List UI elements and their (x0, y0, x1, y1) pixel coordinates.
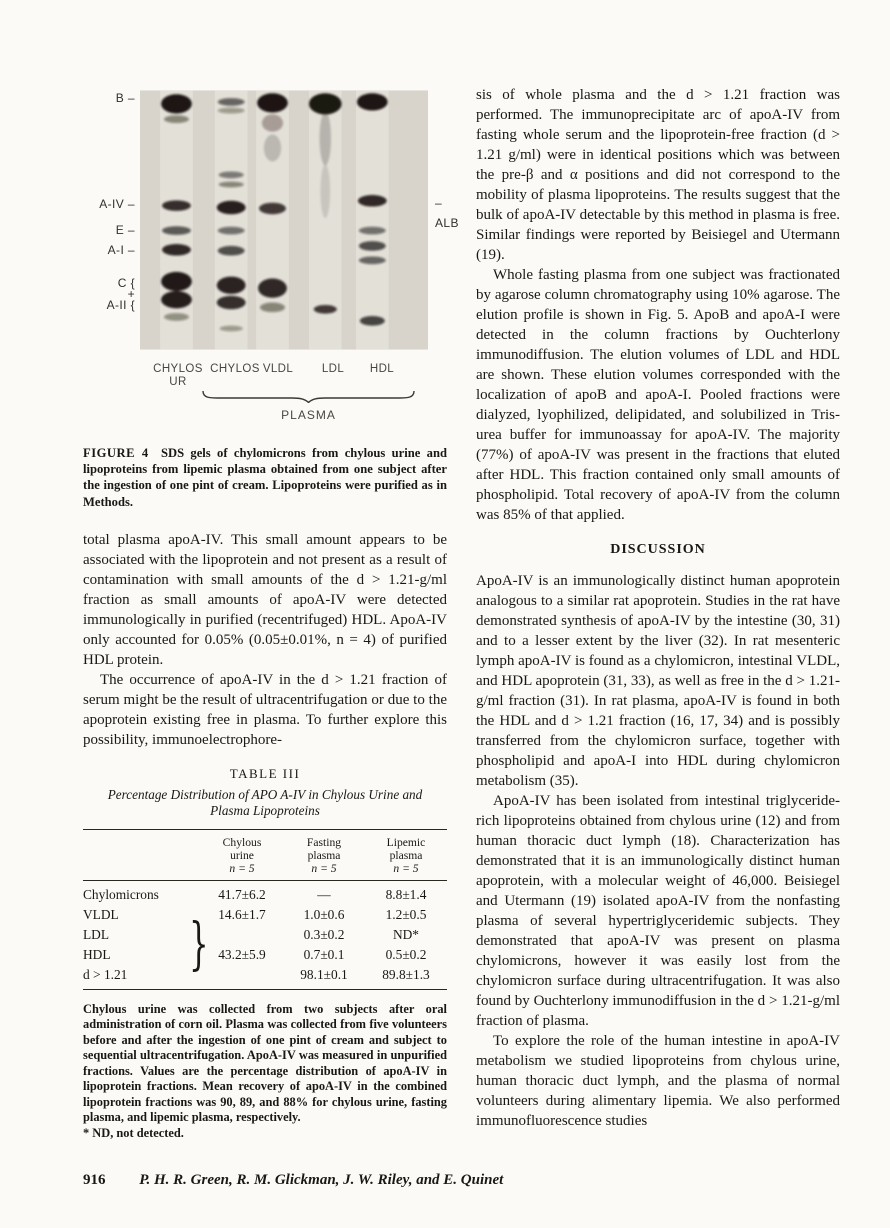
table-header-fasting-n: n = 5 (311, 861, 337, 875)
table-row (83, 965, 447, 990)
page-footer (83, 1172, 843, 1189)
figure-4-gel (83, 85, 459, 427)
table-grid-wrap (83, 829, 447, 990)
figure-caption-number: FIGURE 4 (83, 446, 149, 460)
paragraph-discussion-2: ApoA-IV has been isolated from intestinal triglyceride-rich lipoproteins obtained from chylous urine (12) and from human thoracic duct lymph (18). Characterization has demonstrated that it is an immunologically distinct human apoprotein, with a molecular weight of 46,000. Beisiegel and Utermann (19) isolated apoA-IV from the nonfasting plasma of several hypertriglyceridemic subjects. They demonstrated that apoA-IV was present on plasma chylomicrons, however it was easily lost from the chylomicron surface during ultracentrifugation. It was also found by Ouchterlony immunodiffusion in the d > 1.21-g/ml fraction of plasma. (476, 793, 840, 1029)
table-header-lipemic-l2: plasma (389, 848, 423, 862)
cell-d121-fasting: 98.1±0.1 (300, 966, 348, 982)
row-label-chylomicrons: Chylomicrons (83, 886, 159, 902)
row-label-vldl: VLDL (83, 906, 119, 922)
paragraph-discussion-1: ApoA-IV is an immunologically distinct human apoprotein analogous to a similar rat apoprotein. Studies in the rat have demonstrated synthesis of apoA-IV by the intestine (30, 31) and to a lesser extent by the liver (32). In rat mesenteric lymph apoA-IV is found as a chylomicron, intestinal VLDL, and HDL apoprotein (31, 33), as well as free in the d > 1.21-g/ml fraction (31). In rat plasma, apoA-IV is found in both the HDL and d > 1.21 fraction (16, 17, 34) and is possibly transferred from the chylomicron surface, together with phospholipid and apoA-I into HDL during chylomicron metabolism (35). (476, 573, 840, 789)
table-header-fasting-l1: Fasting (306, 835, 342, 849)
cell-vldl-fasting: 1.0±0.6 (303, 906, 345, 922)
table-row (83, 905, 447, 925)
figure-caption (83, 445, 447, 510)
gel-band-label-alb: – ALB (435, 196, 459, 230)
cell-hdl-chylous: 43.2±5.9 (218, 946, 266, 962)
gel-band-label-b: B – (115, 91, 135, 105)
gel-lane-label-ldl: LDL (321, 363, 345, 375)
paragraph-left-1: total plasma apoA-IV. This small amount appears to be associated with the lipoprotein and not present as a result of contamination with small amounts of the d > 1.21-g/ml fraction as small amounts of apoA-IV were detected immunologically in purified (recentrifuged) HDL. ApoA-IV only accounted for 0.05% (0.05±0.01%, n = 4) of purified HDL protein. (83, 531, 447, 668)
cell-chylomicrons-lipemic: 8.8±1.4 (385, 886, 427, 902)
right-column (476, 85, 840, 1131)
table-header-lipemic-l1: Lipemic (386, 835, 426, 849)
gel-band-label-a4: A-IV – (99, 197, 135, 211)
figure-caption-text: SDS gels of chylomicrons from chylous urine and lipoproteins from lipemic plasma obtained from one subject after the ingestion of one pint of cream. Lipoproteins were purified as in Methods. (83, 446, 447, 509)
paragraph-left-2: The occurrence of apoA-IV in the d > 1.21 fraction of serum might be the result of ultracentrifugation or due to the apoprotein existing free in plasma. To further explore this possibility, immunoelectrophore- (83, 671, 447, 748)
row-label-hdl: HDL (83, 946, 111, 962)
gel-band-label-a2: A-II { (106, 298, 135, 312)
table-row (83, 945, 447, 965)
cell-d121-lipemic: 89.8±1.3 (382, 966, 430, 982)
table-title-label: TABLE III (229, 765, 301, 781)
cell-vldl-chylous: 14.6±1.7 (218, 906, 266, 922)
table-header-chylous-n: n = 5 (229, 861, 255, 875)
footer-authors: P. H. R. Green, R. M. Glickman, J. W. Riley, and E. Quinet (139, 1172, 504, 1188)
table-3-grid (83, 829, 447, 990)
table-header-fasting-l2: plasma (307, 848, 341, 862)
gel-lane-label-vldl: VLDL (262, 363, 294, 375)
row-label-d121: d > 1.21 (83, 966, 128, 982)
paragraph-discussion-3: To explore the role of the human intestine in apoA-IV metabolism we studied lipoproteins from chylous urine, human thoracic duct lymph, and the plasma of normal volunteers during alimentary lipemia. We also performed immunofluorescence studies (476, 1033, 840, 1129)
gel-band-label-e: E – (115, 223, 135, 237)
cell-d121-chylous (201, 965, 283, 990)
table-3 (83, 764, 447, 1142)
cell-hdl-lipemic: 0.5±0.2 (385, 946, 427, 962)
table-row (83, 925, 447, 945)
paragraph-right-1: sis of whole plasma and the d > 1.21 fraction was performed. The immunoprecipitate arc of apoA-IV from fasting whole serum and the lipoprotein-free fraction (d > 1.21 g/ml) were in identical positions which was between the pre-β and α positions and did not correspond to the mobility of plasma lipoproteins. The results suggest that the bulk of apoA-IV detectable by this method in plasma is free. Similar findings were reported by Beisiegel and Utermann (19). (476, 87, 840, 263)
table-header-fasting (283, 829, 365, 880)
table-header-chylous-l1: Chylous (222, 835, 262, 849)
page-number: 916 (83, 1172, 106, 1188)
gel-band-label-a1: A-I – (107, 243, 135, 257)
table-footnote: Chylous urine was collected from two subjects after oral administration of corn oil. Plasma was collected from five volunteers before and after the ingestion of one pint of cream and subject to sequential ultracentrifugation. ApoA-IV was measured in unpurified fractions. Values are the percentage distribution of apoA-IV in lipoprotein fractions. Mean recovery of apoA-IV in the combined lipoprotein fractions was 90, 89, and 88% for chylous urine, fasting plasma, and lipemic plasma, respectively. (83, 1001, 447, 1125)
table-header-row (83, 829, 447, 880)
row-label-ldl: LDL (83, 926, 110, 942)
table-row (83, 880, 447, 905)
table-header-lipemic-n: n = 5 (393, 861, 419, 875)
cell-ldl-fasting: 0.3±0.2 (303, 926, 345, 942)
gel-lane-label-chylos-ur-line1: CHYLOS (153, 363, 203, 375)
gel-lane-label-chylos-ur-line2: UR (169, 376, 187, 388)
table-title: Percentage Distribution of APO A-IV in Chylous Urine and Plasma Lipoproteins (107, 786, 423, 819)
left-column (83, 85, 459, 1141)
gel-lane-label-hdl: HDL (369, 363, 395, 375)
table-header-chylous (201, 829, 283, 880)
table-row-group-brace: } (189, 911, 209, 977)
cell-ldl-lipemic: ND* (392, 926, 420, 942)
cell-ldl-chylous (201, 925, 283, 945)
plasma-label: PLASMA (281, 408, 336, 422)
cell-hdl-fasting: 0.7±0.1 (303, 946, 345, 962)
table-header-lipemic (365, 829, 447, 880)
gel-band-label-plus: + (127, 287, 135, 301)
paragraph-right-2: Whole fasting plasma from one subject was fractionated by agarose column chromatography using 10% agarose. The elution profile is shown in Fig. 5. ApoB and apoA-I were detected in the column fractions by Ouchterlony immunodiffusion. The elution volumes of LDL and HDL are shown. These elution volumes corresponded with the localization of apoB and apoA-I. Pooled fractions were dialyzed, lyophilized, delipidated, and solubilized in Tris-urea buffer for immunoassay for apoA-IV. The majority (77%) of apoA-IV was present in the fractions that eluted after HDL. This fraction contained only small amounts of phospholipid. Total recovery of apoA-IV from the column was 85% of that applied. (476, 267, 840, 523)
gel-lane-label-chylos: CHYLOS (210, 363, 260, 375)
cell-vldl-lipemic: 1.2±0.5 (385, 906, 427, 922)
table-header-chylous-l2: urine (230, 848, 254, 862)
cell-chylomicrons-fasting: — (317, 886, 331, 902)
cell-chylomicrons-chylous: 41.7±6.2 (218, 886, 266, 902)
plasma-underbrace (200, 389, 417, 403)
gel-band-label-c: C { (117, 276, 135, 290)
discussion-heading: DISCUSSION (610, 542, 706, 557)
gel-photo (140, 85, 428, 355)
table-header-blank (83, 829, 201, 880)
table-footnote-nd: * ND, not detected. (83, 1125, 184, 1140)
